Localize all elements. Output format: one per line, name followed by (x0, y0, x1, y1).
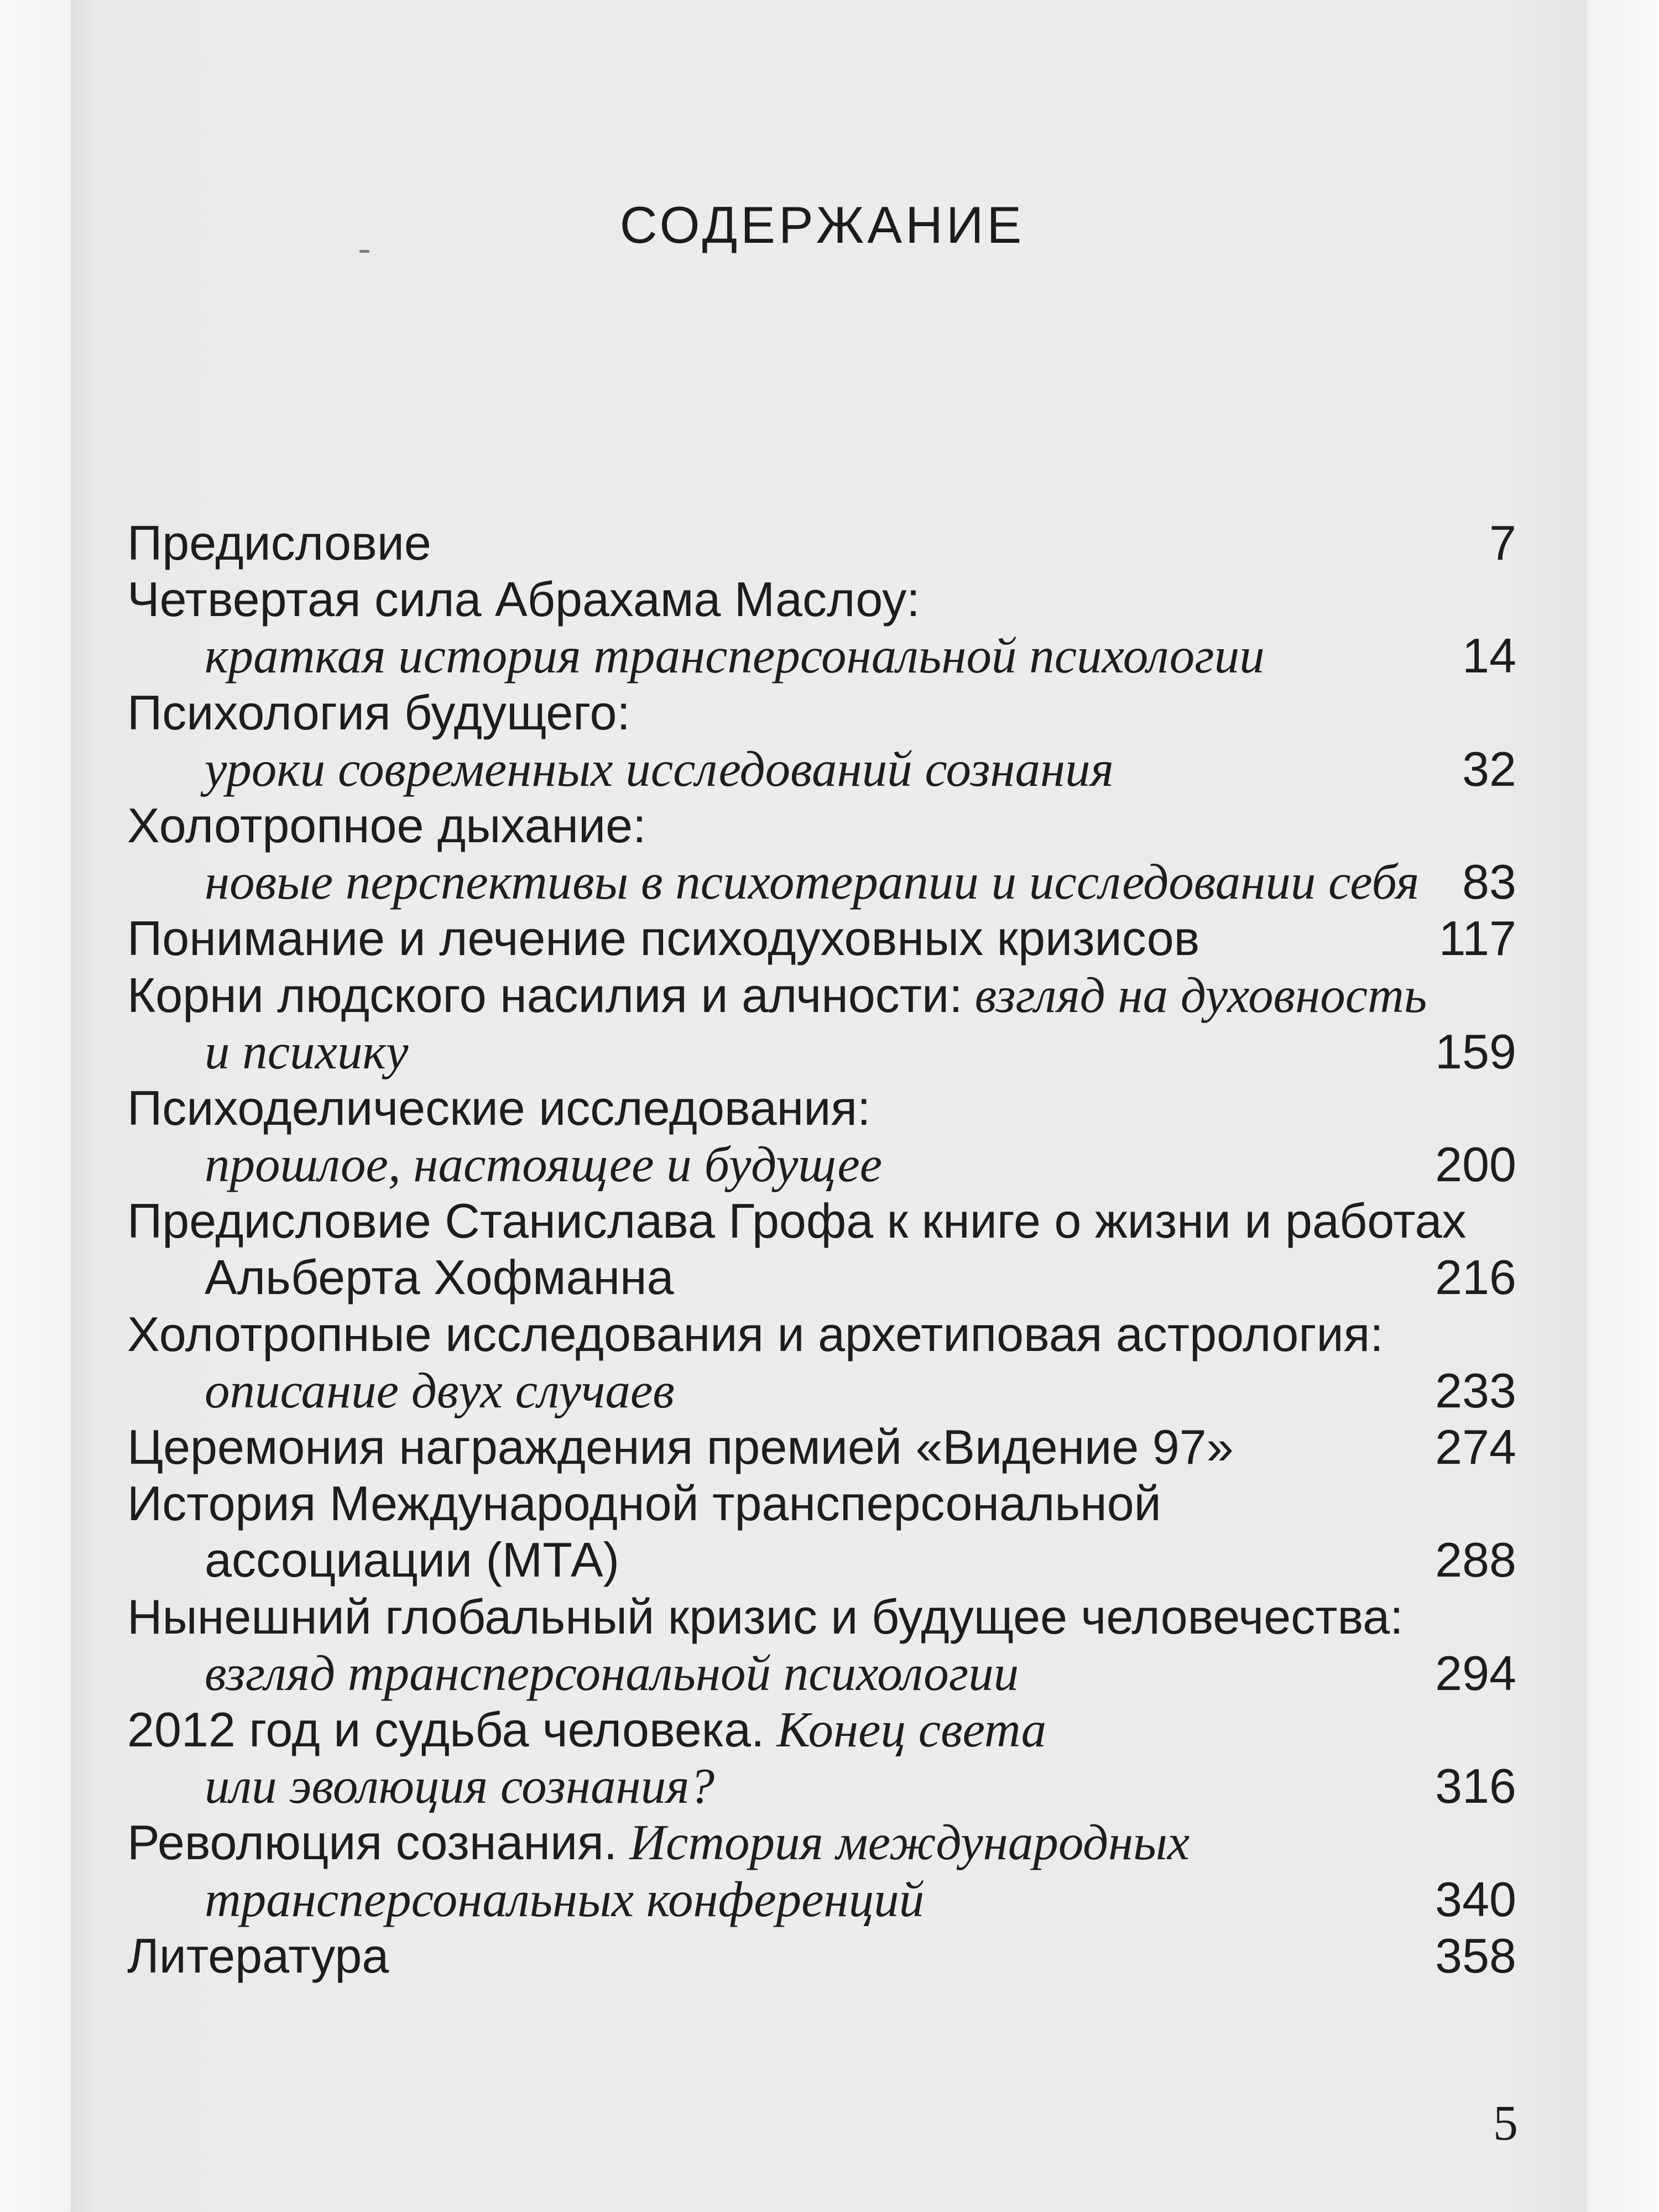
toc-entry-subtitle: или эволюция сознания? (205, 1758, 714, 1814)
toc-entry (127, 1080, 1516, 1193)
toc-entry-subtitle: взгляд трансперсональной психологии (205, 1645, 1019, 1701)
toc-entry (127, 571, 1516, 684)
toc-entry (127, 1419, 1516, 1475)
page-edge-left (0, 0, 71, 2212)
toc-page-number: 159 (1435, 1024, 1516, 1079)
toc-entry (127, 1306, 1516, 1419)
toc-page-number: 216 (1435, 1250, 1516, 1305)
toc-line (127, 854, 1516, 910)
toc-line (127, 1532, 1516, 1588)
toc-line (127, 1645, 1516, 1702)
toc-line (127, 1249, 1516, 1306)
toc-entry (127, 910, 1516, 967)
toc-entry-subtitle-inline: взгляд на духовность (974, 967, 1427, 1023)
toc-entry (127, 1702, 1516, 1814)
toc-entry-subtitle: уроки современных исследований сознания (205, 740, 1114, 797)
toc-line (127, 1475, 1516, 1532)
toc-entry-title: Понимание и лечение психодуховных кризисов (127, 911, 1200, 966)
toc-page-number: 358 (1435, 1928, 1516, 1983)
toc-entry-title: Психология будущего: (127, 685, 630, 740)
toc-line (127, 685, 1516, 741)
toc-entry (127, 1928, 1516, 1984)
toc-line (127, 1589, 1516, 1645)
toc-page-number: 117 (1438, 911, 1516, 966)
toc-page-number: 83 (1462, 854, 1516, 910)
toc-entry-title: История Международной трансперсональной (127, 1476, 1161, 1531)
toc-line (127, 571, 1516, 628)
toc-line (127, 1193, 1516, 1249)
toc-entry-subtitle: и психику (205, 1023, 409, 1079)
toc-entry-subtitle: краткая история трансперсональной психологии (205, 628, 1265, 684)
toc-line (127, 1419, 1516, 1475)
toc-entry-subtitle-inline: История международных (629, 1814, 1190, 1871)
toc-line (127, 1024, 1516, 1080)
toc-page-number: 7 (1489, 515, 1516, 570)
toc-entry-title: Предисловие Станислава Грофа к книге о жизни и работах (127, 1193, 1467, 1249)
toc-entry-title: Предисловие (127, 515, 431, 570)
ink-mark (359, 250, 369, 253)
toc-entry-subtitle: описание двух случаев (205, 1362, 675, 1418)
toc-entry-title: Литература (127, 1928, 389, 1983)
toc-entry (127, 967, 1516, 1080)
toc-entry-title: Революция сознания. (127, 1815, 618, 1870)
toc-line (127, 1136, 1516, 1193)
toc-line (127, 1928, 1516, 1984)
toc-line (127, 1080, 1516, 1136)
toc-entry-subtitle: прошлое, настоящее и будущее (205, 1136, 883, 1193)
toc-line (127, 797, 1516, 854)
toc-line (127, 741, 1516, 797)
toc-entry (127, 515, 1516, 571)
toc-line (127, 1702, 1516, 1758)
toc-entry-title: Церемония награждения премией «Видение 97» (127, 1420, 1234, 1474)
toc-entry-subtitle-inline: Конец света (776, 1701, 1047, 1757)
toc-entry (127, 1814, 1516, 1927)
toc-line (127, 628, 1516, 684)
toc-page-number: 200 (1435, 1137, 1516, 1192)
toc-page-number: 288 (1435, 1532, 1516, 1588)
toc-line (127, 1758, 1516, 1814)
toc-page-number: 274 (1435, 1420, 1516, 1474)
toc-entry (127, 797, 1516, 910)
toc-page-number: 32 (1462, 741, 1516, 796)
toc-line (127, 1363, 1516, 1419)
toc-page-number: 294 (1435, 1645, 1516, 1700)
toc-line (127, 910, 1516, 967)
toc-line (127, 1871, 1516, 1928)
toc-entry-title: Нынешний глобальный кризис и будущее человечества: (127, 1589, 1404, 1644)
toc-line (127, 967, 1516, 1024)
toc-line (127, 515, 1516, 571)
toc-line (127, 1306, 1516, 1363)
toc-entry-subtitle: новые перспективы в психотерапии и исследовании себя (205, 854, 1420, 910)
toc-page-number: 340 (1435, 1871, 1516, 1927)
toc-page-number: 233 (1435, 1363, 1516, 1418)
toc-line (127, 1814, 1516, 1871)
toc-entry-title-continued: ассоциации (МТА) (205, 1532, 619, 1588)
toc-entry-title: Холотропные исследования и архетиповая астрология: (127, 1306, 1384, 1361)
toc-entry (127, 1589, 1516, 1702)
toc-entry-title: Психоделические исследования: (127, 1080, 871, 1135)
page-edge-right (1587, 0, 1659, 2212)
toc-entry (127, 1193, 1516, 1306)
page-title: СОДЕРЖАНИЕ (619, 196, 1025, 254)
toc-page-number: 14 (1462, 628, 1516, 684)
toc-entry (127, 685, 1516, 797)
toc-entry-title: 2012 год и судьба человека. (127, 1702, 765, 1757)
page-number: 5 (1493, 2096, 1518, 2151)
toc-page-number: 316 (1435, 1759, 1516, 1814)
toc-entry-title: Холотропное дыхание: (127, 797, 646, 853)
toc-entry (127, 1475, 1516, 1588)
toc-entry-title-continued: Альберта Хофманна (205, 1250, 674, 1305)
toc-entry-subtitle: трансперсональных конференций (205, 1871, 925, 1927)
toc-entry-title: Корни людского насилия и алчности: (127, 967, 963, 1022)
toc-entry-title: Четвертая сила Абрахама Маслоу: (127, 572, 920, 627)
table-of-contents (127, 515, 1516, 1984)
